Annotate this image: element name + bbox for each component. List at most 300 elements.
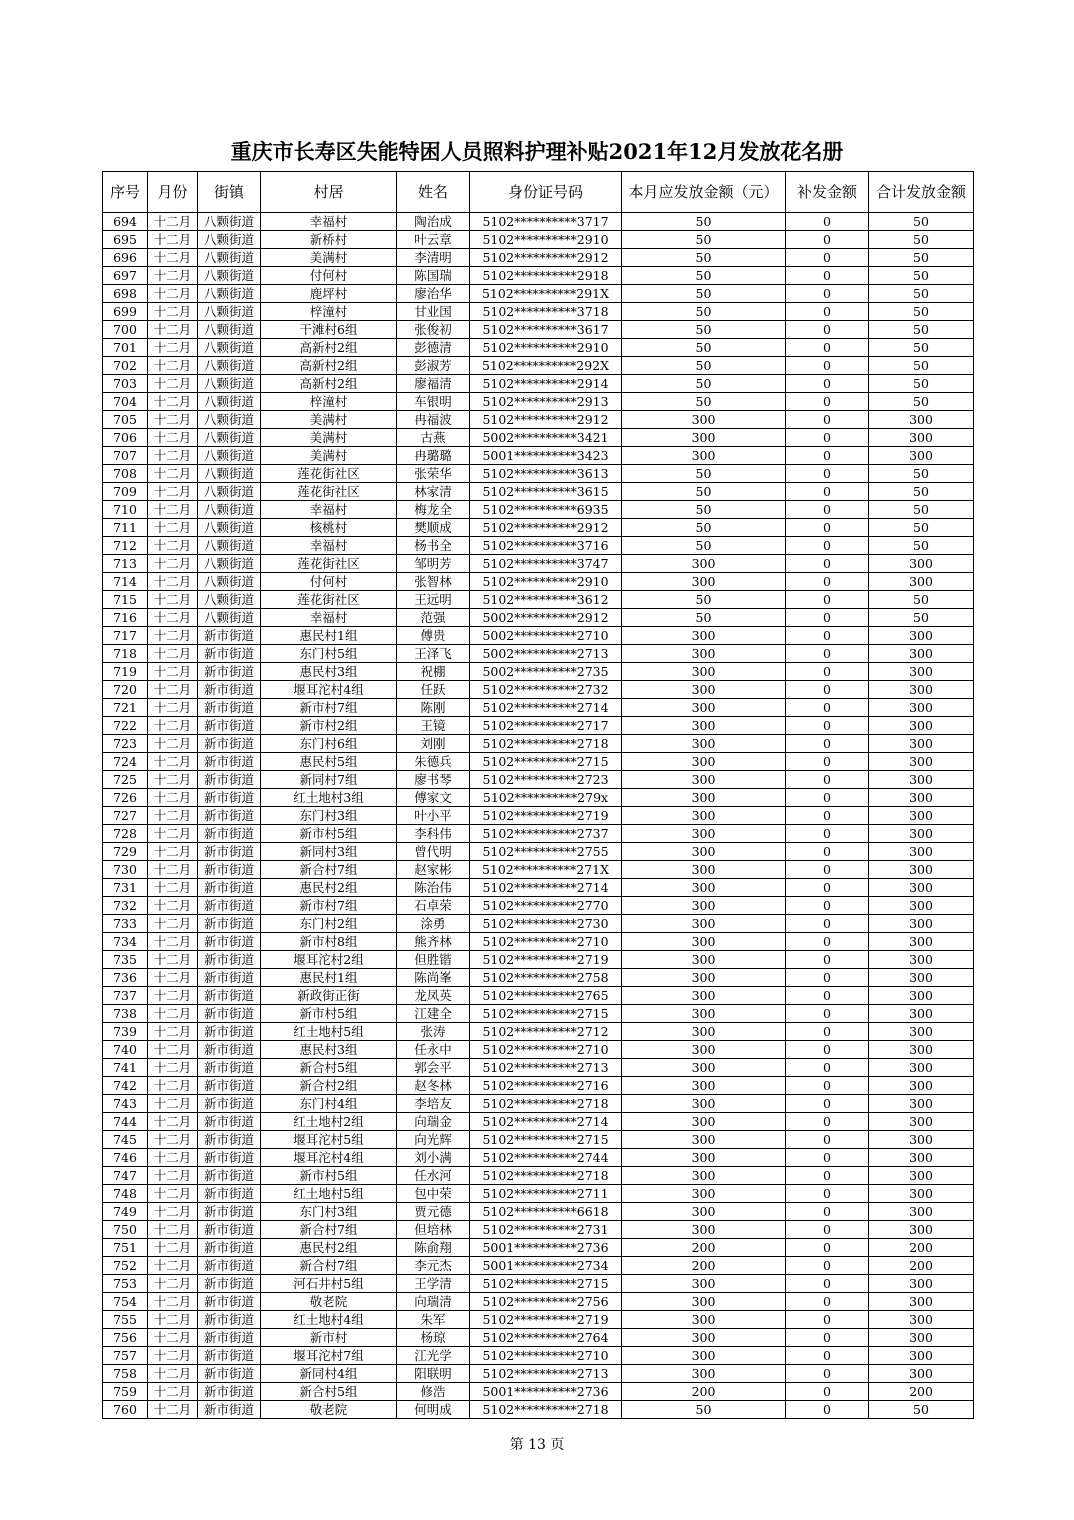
cell-id-number: 5102**********2713 <box>470 1365 622 1383</box>
cell-index: 729 <box>103 843 148 861</box>
cell-total: 300 <box>869 771 974 789</box>
cell-monthly-amount: 300 <box>622 933 786 951</box>
cell-total: 300 <box>869 897 974 915</box>
cell-village: 惠民村1组 <box>261 627 397 645</box>
cell-street: 八颗街道 <box>198 213 261 231</box>
cell-month: 十二月 <box>148 663 198 681</box>
cell-id-number: 5002**********3421 <box>470 429 622 447</box>
cell-name: 贾元德 <box>397 1203 470 1221</box>
cell-back-pay: 0 <box>786 825 869 843</box>
cell-id-number: 5102**********2714 <box>470 879 622 897</box>
cell-village: 付何村 <box>261 267 397 285</box>
cell-village: 新市村5组 <box>261 1005 397 1023</box>
cell-name: 傅贵 <box>397 627 470 645</box>
roster-table <box>102 171 974 1419</box>
cell-village: 红土地村5组 <box>261 1023 397 1041</box>
cell-id-number: 5102**********6618 <box>470 1203 622 1221</box>
cell-total: 300 <box>869 753 974 771</box>
cell-id-number: 5102**********2910 <box>470 339 622 357</box>
cell-street: 八颗街道 <box>198 429 261 447</box>
table-row <box>103 987 974 1005</box>
cell-back-pay: 0 <box>786 1293 869 1311</box>
table-row <box>103 1221 974 1239</box>
cell-id-number: 5102**********2912 <box>470 249 622 267</box>
cell-monthly-amount: 300 <box>622 1275 786 1293</box>
cell-back-pay: 0 <box>786 1095 869 1113</box>
cell-id-number: 5102**********2755 <box>470 843 622 861</box>
cell-monthly-amount: 300 <box>622 753 786 771</box>
cell-month: 十二月 <box>148 861 198 879</box>
cell-village: 莲花街社区 <box>261 591 397 609</box>
cell-id-number: 5102**********2710 <box>470 1041 622 1059</box>
cell-back-pay: 0 <box>786 249 869 267</box>
table-row <box>103 357 974 375</box>
cell-village: 高新村2组 <box>261 339 397 357</box>
cell-name: 李科伟 <box>397 825 470 843</box>
table-row <box>103 1257 974 1275</box>
cell-id-number: 5001**********2734 <box>470 1257 622 1275</box>
cell-id-number: 5102**********2770 <box>470 897 622 915</box>
cell-total: 300 <box>869 1275 974 1293</box>
cell-village: 新市村7组 <box>261 699 397 717</box>
cell-monthly-amount: 200 <box>622 1257 786 1275</box>
cell-id-number: 5102**********2918 <box>470 267 622 285</box>
cell-id-number: 5102**********279x <box>470 789 622 807</box>
table-row <box>103 951 974 969</box>
table-row <box>103 591 974 609</box>
cell-month: 十二月 <box>148 717 198 735</box>
cell-monthly-amount: 300 <box>622 735 786 753</box>
cell-name: 王镜 <box>397 717 470 735</box>
table-row <box>103 393 974 411</box>
cell-back-pay: 0 <box>786 231 869 249</box>
cell-id-number: 5102**********3717 <box>470 213 622 231</box>
cell-village: 河石井村5组 <box>261 1275 397 1293</box>
cell-name: 石卓荣 <box>397 897 470 915</box>
table-row <box>103 681 974 699</box>
cell-village: 堰耳沱村5组 <box>261 1131 397 1149</box>
cell-month: 十二月 <box>148 1005 198 1023</box>
cell-total: 300 <box>869 951 974 969</box>
cell-name: 叶小平 <box>397 807 470 825</box>
cell-monthly-amount: 300 <box>622 807 786 825</box>
cell-total: 300 <box>869 1293 974 1311</box>
cell-name: 彭淑芳 <box>397 357 470 375</box>
cell-back-pay: 0 <box>786 1383 869 1401</box>
cell-monthly-amount: 300 <box>622 897 786 915</box>
cell-id-number: 5102**********2765 <box>470 987 622 1005</box>
cell-village: 美满村 <box>261 447 397 465</box>
cell-index: 698 <box>103 285 148 303</box>
cell-id-number: 5102**********2714 <box>470 1113 622 1131</box>
cell-village: 惠民村5组 <box>261 753 397 771</box>
cell-village: 东门村3组 <box>261 1203 397 1221</box>
cell-total: 50 <box>869 393 974 411</box>
header-row <box>103 172 974 213</box>
cell-name: 向瑞金 <box>397 1113 470 1131</box>
cell-street: 八颗街道 <box>198 555 261 573</box>
cell-month: 十二月 <box>148 753 198 771</box>
col-header-village: 村居 <box>261 172 397 213</box>
cell-total: 300 <box>869 1167 974 1185</box>
table-row <box>103 1005 974 1023</box>
cell-name: 包中荣 <box>397 1185 470 1203</box>
cell-id-number: 5001**********2736 <box>470 1383 622 1401</box>
cell-month: 十二月 <box>148 321 198 339</box>
cell-total: 300 <box>869 1113 974 1131</box>
cell-street: 新市街道 <box>198 1257 261 1275</box>
cell-back-pay: 0 <box>786 1023 869 1041</box>
cell-street: 新市街道 <box>198 987 261 1005</box>
cell-total: 300 <box>869 1023 974 1041</box>
cell-id-number: 5002**********2713 <box>470 645 622 663</box>
cell-name: 郭会平 <box>397 1059 470 1077</box>
cell-village: 幸福村 <box>261 213 397 231</box>
cell-total: 300 <box>869 1149 974 1167</box>
cell-monthly-amount: 300 <box>622 681 786 699</box>
cell-total: 50 <box>869 303 974 321</box>
cell-back-pay: 0 <box>786 789 869 807</box>
cell-monthly-amount: 300 <box>622 1023 786 1041</box>
cell-month: 十二月 <box>148 771 198 789</box>
cell-back-pay: 0 <box>786 1077 869 1095</box>
table-row <box>103 1131 974 1149</box>
cell-id-number: 5102**********2723 <box>470 771 622 789</box>
cell-total: 300 <box>869 1005 974 1023</box>
cell-back-pay: 0 <box>786 1167 869 1185</box>
cell-index: 705 <box>103 411 148 429</box>
cell-back-pay: 0 <box>786 987 869 1005</box>
cell-back-pay: 0 <box>786 573 869 591</box>
cell-id-number: 5102**********2719 <box>470 1311 622 1329</box>
cell-month: 十二月 <box>148 915 198 933</box>
cell-month: 十二月 <box>148 645 198 663</box>
cell-index: 718 <box>103 645 148 663</box>
cell-index: 734 <box>103 933 148 951</box>
cell-index: 707 <box>103 447 148 465</box>
cell-name: 阳联明 <box>397 1365 470 1383</box>
cell-name: 朱军 <box>397 1311 470 1329</box>
cell-name: 范强 <box>397 609 470 627</box>
cell-monthly-amount: 50 <box>622 465 786 483</box>
cell-back-pay: 0 <box>786 411 869 429</box>
cell-monthly-amount: 50 <box>622 303 786 321</box>
cell-name: 赵家彬 <box>397 861 470 879</box>
cell-name: 但培林 <box>397 1221 470 1239</box>
table-row <box>103 879 974 897</box>
table-row <box>103 537 974 555</box>
cell-month: 十二月 <box>148 627 198 645</box>
cell-month: 十二月 <box>148 825 198 843</box>
cell-back-pay: 0 <box>786 429 869 447</box>
cell-name: 车银明 <box>397 393 470 411</box>
cell-village: 莲花街社区 <box>261 555 397 573</box>
cell-name: 邹明芳 <box>397 555 470 573</box>
table-row <box>103 717 974 735</box>
cell-id-number: 5102**********2913 <box>470 393 622 411</box>
cell-index: 742 <box>103 1077 148 1095</box>
cell-street: 新市街道 <box>198 1347 261 1365</box>
cell-id-number: 5102**********2710 <box>470 1347 622 1365</box>
cell-village: 新合村5组 <box>261 1059 397 1077</box>
cell-name: 张荣华 <box>397 465 470 483</box>
cell-id-number: 5002**********2710 <box>470 627 622 645</box>
cell-street: 八颗街道 <box>198 609 261 627</box>
cell-village: 美满村 <box>261 411 397 429</box>
cell-month: 十二月 <box>148 1257 198 1275</box>
cell-month: 十二月 <box>148 1167 198 1185</box>
cell-id-number: 5102**********2718 <box>470 1167 622 1185</box>
cell-monthly-amount: 300 <box>622 915 786 933</box>
cell-village: 红土地村4组 <box>261 1311 397 1329</box>
cell-monthly-amount: 300 <box>622 1131 786 1149</box>
cell-name: 梅龙全 <box>397 501 470 519</box>
cell-id-number: 5102**********2718 <box>470 1095 622 1113</box>
cell-total: 300 <box>869 735 974 753</box>
cell-index: 704 <box>103 393 148 411</box>
cell-index: 726 <box>103 789 148 807</box>
cell-name: 任永中 <box>397 1041 470 1059</box>
cell-street: 新市街道 <box>198 627 261 645</box>
cell-total: 50 <box>869 591 974 609</box>
table-row <box>103 1185 974 1203</box>
cell-index: 701 <box>103 339 148 357</box>
cell-total: 300 <box>869 1365 974 1383</box>
cell-back-pay: 0 <box>786 933 869 951</box>
cell-village: 新市村5组 <box>261 1167 397 1185</box>
cell-back-pay: 0 <box>786 915 869 933</box>
cell-index: 721 <box>103 699 148 717</box>
cell-street: 新市街道 <box>198 699 261 717</box>
table-row <box>103 663 974 681</box>
cell-name: 陈刚 <box>397 699 470 717</box>
cell-index: 716 <box>103 609 148 627</box>
cell-index: 722 <box>103 717 148 735</box>
cell-total: 50 <box>869 609 974 627</box>
cell-monthly-amount: 300 <box>622 771 786 789</box>
cell-village: 惠民村1组 <box>261 969 397 987</box>
cell-monthly-amount: 300 <box>622 987 786 1005</box>
cell-monthly-amount: 50 <box>622 267 786 285</box>
cell-index: 714 <box>103 573 148 591</box>
cell-month: 十二月 <box>148 1059 198 1077</box>
cell-back-pay: 0 <box>786 1149 869 1167</box>
cell-id-number: 5102**********2912 <box>470 519 622 537</box>
roster-body <box>103 213 974 1419</box>
table-row <box>103 1347 974 1365</box>
cell-village: 东门村2组 <box>261 915 397 933</box>
cell-id-number: 5102**********2715 <box>470 1275 622 1293</box>
cell-total: 200 <box>869 1257 974 1275</box>
cell-total: 50 <box>869 249 974 267</box>
table-row <box>103 627 974 645</box>
cell-street: 八颗街道 <box>198 375 261 393</box>
cell-back-pay: 0 <box>786 1275 869 1293</box>
cell-month: 十二月 <box>148 339 198 357</box>
cell-month: 十二月 <box>148 519 198 537</box>
cell-total: 50 <box>869 519 974 537</box>
cell-id-number: 5102**********271X <box>470 861 622 879</box>
cell-village: 红土地村2组 <box>261 1113 397 1131</box>
cell-month: 十二月 <box>148 609 198 627</box>
table-row <box>103 825 974 843</box>
cell-id-number: 5102**********2715 <box>470 1131 622 1149</box>
cell-back-pay: 0 <box>786 519 869 537</box>
cell-month: 十二月 <box>148 951 198 969</box>
cell-id-number: 5102**********2744 <box>470 1149 622 1167</box>
cell-total: 300 <box>869 645 974 663</box>
cell-index: 738 <box>103 1005 148 1023</box>
cell-back-pay: 0 <box>786 1311 869 1329</box>
cell-id-number: 5102**********3612 <box>470 591 622 609</box>
cell-back-pay: 0 <box>786 645 869 663</box>
cell-monthly-amount: 50 <box>622 321 786 339</box>
cell-street: 新市街道 <box>198 771 261 789</box>
cell-back-pay: 0 <box>786 555 869 573</box>
cell-street: 新市街道 <box>198 1095 261 1113</box>
table-row <box>103 735 974 753</box>
cell-street: 新市街道 <box>198 1059 261 1077</box>
cell-street: 八颗街道 <box>198 321 261 339</box>
table-row <box>103 285 974 303</box>
table-row <box>103 1239 974 1257</box>
cell-index: 736 <box>103 969 148 987</box>
cell-monthly-amount: 300 <box>622 825 786 843</box>
table-row <box>103 267 974 285</box>
cell-name: 赵冬林 <box>397 1077 470 1095</box>
table-row <box>103 1095 974 1113</box>
cell-month: 十二月 <box>148 375 198 393</box>
cell-month: 十二月 <box>148 1365 198 1383</box>
cell-name: 李清明 <box>397 249 470 267</box>
cell-name: 向光辉 <box>397 1131 470 1149</box>
cell-street: 新市街道 <box>198 825 261 843</box>
table-row <box>103 339 974 357</box>
cell-total: 300 <box>869 699 974 717</box>
cell-total: 50 <box>869 321 974 339</box>
cell-month: 十二月 <box>148 267 198 285</box>
cell-monthly-amount: 300 <box>622 1167 786 1185</box>
cell-month: 十二月 <box>148 879 198 897</box>
cell-name: 张智林 <box>397 573 470 591</box>
cell-street: 新市街道 <box>198 789 261 807</box>
cell-total: 300 <box>869 825 974 843</box>
cell-back-pay: 0 <box>786 681 869 699</box>
cell-street: 新市街道 <box>198 1185 261 1203</box>
cell-total: 50 <box>869 213 974 231</box>
cell-name: 任跃 <box>397 681 470 699</box>
table-row <box>103 231 974 249</box>
cell-monthly-amount: 300 <box>622 1005 786 1023</box>
col-header-monthly-amount: 本月应发放金额（元） <box>622 172 786 213</box>
col-header-total: 合计发放金额 <box>869 172 974 213</box>
cell-month: 十二月 <box>148 1041 198 1059</box>
cell-village: 付何村 <box>261 573 397 591</box>
cell-village: 惠民村2组 <box>261 879 397 897</box>
cell-index: 720 <box>103 681 148 699</box>
cell-village: 新合村5组 <box>261 1383 397 1401</box>
cell-index: 706 <box>103 429 148 447</box>
cell-index: 717 <box>103 627 148 645</box>
cell-index: 750 <box>103 1221 148 1239</box>
cell-id-number: 5102**********2914 <box>470 375 622 393</box>
cell-name: 杨琼 <box>397 1329 470 1347</box>
cell-back-pay: 0 <box>786 501 869 519</box>
cell-name: 曾代明 <box>397 843 470 861</box>
table-row <box>103 249 974 267</box>
cell-id-number: 5102**********3716 <box>470 537 622 555</box>
cell-street: 八颗街道 <box>198 537 261 555</box>
cell-village: 红土地村3组 <box>261 789 397 807</box>
cell-id-number: 5102**********2737 <box>470 825 622 843</box>
cell-name: 杨书全 <box>397 537 470 555</box>
cell-total: 200 <box>869 1383 974 1401</box>
page-number: 第 13 页 <box>509 1437 565 1453</box>
cell-village: 东门村4组 <box>261 1095 397 1113</box>
cell-id-number: 5002**********2912 <box>470 609 622 627</box>
table-row <box>103 375 974 393</box>
cell-id-number: 5102**********2764 <box>470 1329 622 1347</box>
cell-street: 新市街道 <box>198 1167 261 1185</box>
cell-back-pay: 0 <box>786 771 869 789</box>
cell-total: 300 <box>869 789 974 807</box>
cell-street: 新市街道 <box>198 1203 261 1221</box>
cell-id-number: 5102**********2710 <box>470 933 622 951</box>
cell-index: 749 <box>103 1203 148 1221</box>
table-row <box>103 1365 974 1383</box>
cell-total: 300 <box>869 1311 974 1329</box>
cell-monthly-amount: 300 <box>622 843 786 861</box>
cell-id-number: 5102**********2715 <box>470 753 622 771</box>
cell-total: 300 <box>869 915 974 933</box>
cell-index: 702 <box>103 357 148 375</box>
cell-back-pay: 0 <box>786 1401 869 1419</box>
cell-monthly-amount: 300 <box>622 411 786 429</box>
cell-id-number: 5102**********2732 <box>470 681 622 699</box>
cell-village: 堰耳沱村7组 <box>261 1347 397 1365</box>
cell-back-pay: 0 <box>786 1185 869 1203</box>
cell-monthly-amount: 50 <box>622 285 786 303</box>
cell-index: 727 <box>103 807 148 825</box>
cell-street: 新市街道 <box>198 1293 261 1311</box>
cell-back-pay: 0 <box>786 699 869 717</box>
cell-index: 755 <box>103 1311 148 1329</box>
cell-name: 樊顺成 <box>397 519 470 537</box>
cell-village: 新合村7组 <box>261 1257 397 1275</box>
cell-monthly-amount: 300 <box>622 1185 786 1203</box>
cell-total: 200 <box>869 1239 974 1257</box>
cell-month: 十二月 <box>148 213 198 231</box>
cell-index: 756 <box>103 1329 148 1347</box>
cell-month: 十二月 <box>148 969 198 987</box>
cell-month: 十二月 <box>148 807 198 825</box>
table-row <box>103 1149 974 1167</box>
cell-name: 彭德清 <box>397 339 470 357</box>
cell-id-number: 5102**********2910 <box>470 573 622 591</box>
cell-month: 十二月 <box>148 501 198 519</box>
cell-street: 八颗街道 <box>198 447 261 465</box>
cell-index: 712 <box>103 537 148 555</box>
cell-back-pay: 0 <box>786 213 869 231</box>
cell-street: 新市街道 <box>198 933 261 951</box>
table-row <box>103 411 974 429</box>
cell-name: 甘业国 <box>397 303 470 321</box>
cell-month: 十二月 <box>148 1023 198 1041</box>
cell-village: 核桃村 <box>261 519 397 537</box>
table-row <box>103 501 974 519</box>
cell-index: 748 <box>103 1185 148 1203</box>
cell-street: 新市街道 <box>198 681 261 699</box>
